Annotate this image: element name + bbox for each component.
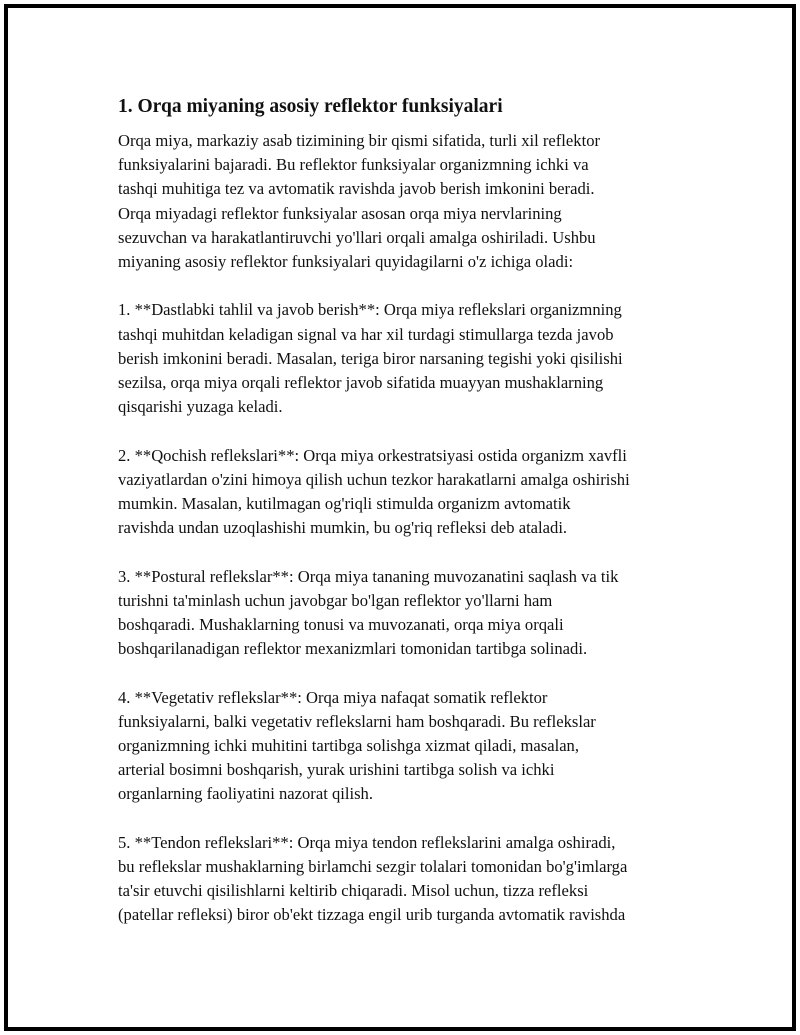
paragraph-withdrawal-reflexes: 2. **Qochish reflekslari**: Orqa miya orkestratsiyasi ostida organizm xavfli vaziyatlardan o'zini himoya qilish uchun tezkor harakatlarni amalga oshirishi mumkin. Masalan, kutilmagan og'riqli stimulda organizm avtomatik ravishda undan uzoqlashishi mumkin, bu og'riq refleksi deb ataladi.: [118, 445, 630, 538]
intro-paragraph: Orqa miya, markaziy asab tizimining bir qismi sifatida, turli xil reflektor funksiyalarini bajaradi. Bu reflektor funksiyalar organizmning ichki va tashqi muhitiga tez va avtomatik ravishda javob berish imkonini beradi. Orqa miyadagi reflektor funksiyalar asosan orqa miya nervlarining sezuvchan va harakatlantiruvchi yo'llari orqali amalga oshiriladi. Ushbu miyaning asosiy reflektor funksiyalari quyidagilarni o'z ichiga oladi:: [118, 131, 601, 272]
document-title: 1. Orqa miyaning asosiy reflektor funksiyalari: [118, 96, 503, 117]
paragraph-postural-reflexes: 3. **Postural reflekslar**: Orqa miya tananing muvozanatini saqlash va tik turishni ta'minlash uchun javobgar bo'lgan reflektor yo'llarni ham boshqaradi. Mushaklarning tonusi va muvozanati, orqa miya orqali boshqarilanadigan reflektor mexanizmlari tomonidan tartibga solinadi.: [118, 566, 619, 659]
paragraph-initial-analysis: 1. **Dastlabki tahlil va javob berish**: Orqa miya reflekslari organizmning tashqi muhitdan keladigan signal va har xil turdagi stimullarga tezda javob berish imkonini beradi. Masalan, teriga biror narsaning tegishi yoki qisilishi sezilsa, orqa miya orqali reflektor javob sifatida muayyan mushaklarning qisqarishi yuzaga keladi.: [118, 300, 623, 417]
document-body: [118, 95, 718, 952]
paragraph-vegetative-reflexes: 4. **Vegetativ reflekslar**: Orqa miya nafaqat somatik reflektor funksiyalarni, balki vegetativ reflekslarni ham boshqaradi. Bu reflekslar organizmning ichki muhitini tartibga solishga xizmat qiladi, masalan, arterial bosimni boshqarish, yurak urishini tartibga solish va ichki organlarning faoliyatini nazorat qilish.: [118, 687, 596, 804]
paragraph-tendon-reflexes: 5. **Tendon reflekslari**: Orqa miya tendon reflekslarini amalga oshiradi, bu reflekslar mushaklarning birlamchi sezgir tolalari tomonidan bo'g'imlarga ta'sir etuvchi qisilishlarni keltirib chiqaradi. Misol uchun, tizza refleksi (patellar refleksi) biror ob'ekt tizzaga engil urib turganda avtomatik ravishda: [118, 832, 628, 925]
